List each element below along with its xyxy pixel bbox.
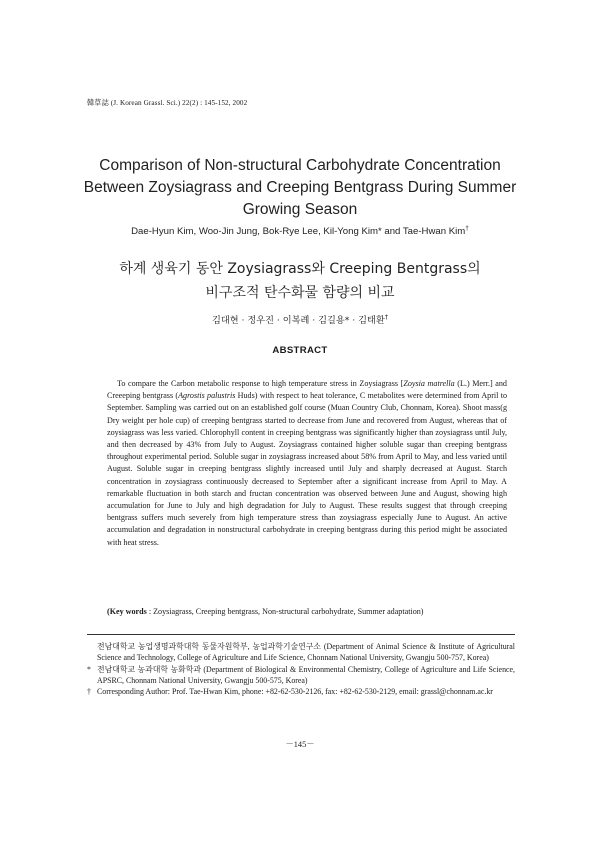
abstract-part: To compare the Carbon metabolic response to high temperature stress in Zoysiagrass [ [117,379,404,388]
footnote [87,686,515,697]
paper-title-korean [40,257,560,305]
abstract-heading: ABSTRACT [272,345,328,356]
paper-title-english [40,155,560,221]
footnote [87,641,515,664]
journal-citation: 韓草誌 (J. Korean Grassl. Sci.) 22(2) : 145-152, 2002 [87,99,248,107]
title-line: Growing Season [242,201,358,218]
title-line: 하계 생육기 동안 Zoysiagrass와 Creeping Bentgrass의 [119,261,481,277]
author-names: Dae-Hyun Kim, Woo-Jin Jung, Bok-Rye Lee, Kil-Yong Kim* and Tae-Hwan Kim [131,226,466,238]
footnote-text: Corresponding Author: Prof. Tae-Hwan Kim, phone: +82-62-530-2126, fax: +82-62-530-2129, email: grassl@chonnam.ac.kr [97,687,493,697]
footnote-text: 전남대학교 농업생명과학대학 동물자원학부, 농업과학기술연구소 (Department of Animal Science & Institute of Agricultural Science and Technology, College of Agriculture and Life Science, Chonnam National University, Gwangju 500-757, Korea) [97,642,515,663]
footnote [87,664,515,687]
abstract-part: Huds) with respect to heat tolerance, C metabolites were determined from April to September. Sampling was carried out on an established golf course (Muan Country Club, Chonnam, Korea). Shoot mass(g Dry weight per hole cup) of creeping bentgrass started to decrease from June and recovered from August, whereas that of zoysiagrass was less varied. Chlorophyll content in creeping bentgrass was significantly higher than zoysiagrass until July, and then decreased by 43% from July to August. Zoysiagrass contained higher soluble sugar than creeping bentgrass throughout experimental period. Soluble sugar in zoysiagrass increased about 58% from April to May, and less varied until August. Soluble sugar in creeping bentgrass slightly increased until July and sharply decreased at August. Starch concentration in zoysiagrass continuously decreased to September after a significant increase from April to May. A remarkable fluctuation in both starch and fructan concentration was observed between June and August, showing high accumulation for June to July and high degradation for July to August. These results suggest that through creeping bentgrass suffers much severely from high temperature stress than zoysiagrass especially June to August. An active accumulation and degradation in nonstructural carbohydrate in creeping bentgrass during this period might be associated with heat stress. [107,391,507,547]
authors-korean [40,312,560,326]
keywords-text: : Zoysiagrass, Creeping bentgrass, Non-structural carbohydrate, Summer adaptation) [146,607,424,616]
corresponding-mark: † [465,225,469,232]
abstract-text [107,378,507,549]
title-line: 비구조적 탄수화물 함량의 비교 [205,285,395,301]
footnotes [87,641,515,697]
footnote-mark: * [87,664,91,674]
abstract-part: (L.) Merr.] and Creeeping bentgrass ( [107,379,507,401]
species-name: Zoysia matrella [403,379,455,388]
title-line: Between Zoysiagrass and Creeping Bentgrass During Summer [83,179,517,196]
species-name: Agrostis palustris [178,391,236,401]
footnote-text: 전남대학교 농과대학 농화학과 (Department of Biological & Environmental Chemistry, College of Agriculture and Life Science, APSRC, Chonnam National University, Gwangju 500-575, Korea) [97,664,515,685]
authors-english [40,225,560,237]
title-line: Comparison of Non-structural Carbohydrate Concentration [99,157,501,174]
author-names: 김대현 · 정우진 · 이복례 · 김길용* · 김태환 [211,315,385,326]
keywords-label: (Key words [107,607,147,616]
footnote-divider [87,634,515,635]
corresponding-mark: † [384,312,388,321]
page-number: －145－ [285,740,315,749]
keywords [107,606,507,618]
footnote-mark: † [87,687,91,697]
